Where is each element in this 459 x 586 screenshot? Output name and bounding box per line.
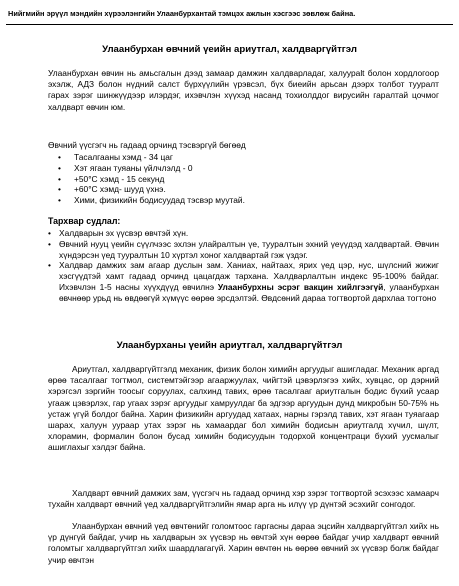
section-2-title: Улаанбурханы үеийн ариутгал, халдваргүйтгэл bbox=[116, 340, 343, 351]
transmission-item: • Өвчний нууц үеийн сүүлчээс эхлэн улайралтын үе, тууралтын эхний үеүүдэд халдвартай. Өвчин хүндэрсэн үед тууралтын 10 хүртэл хоног халдвартай гэж үздэг. bbox=[48, 238, 439, 260]
header-divider bbox=[6, 24, 453, 25]
bullet-icon: • bbox=[48, 228, 51, 238]
section-1-title: Улаанбурхан өвчний үеийн ариутгал, халдваргүйтгэл bbox=[102, 44, 357, 55]
bullet-icon: • bbox=[58, 152, 61, 162]
transmission-heading: Тархвар судлал: bbox=[48, 216, 121, 226]
resistance-item: • +60°C хэмд- шууд үхнэ. bbox=[58, 184, 166, 195]
bullet-icon: • bbox=[58, 195, 61, 206]
resistance-list bbox=[50, 152, 439, 206]
resistance-item: • +50°C хэмд - 15 секунд bbox=[58, 173, 165, 184]
bullet-icon: • bbox=[58, 173, 61, 184]
transmission-item: • Халдварын эх үүсвэр өвчтэй хүн. bbox=[48, 228, 189, 238]
resistance-item: • Хими, физикийн бодисуудад тэсвэр муутай. bbox=[58, 195, 245, 206]
resistance-item: • Хэт ягаан туяаны үйлчлэлд - 0 bbox=[58, 162, 193, 173]
methods-paragraph: Ариутгал, халдваргүйтгэлд механик, физик болон химийн аргуудыг ашигладаг. Механик аргад өрөө тасалгааг тогтмол, системтэйгээр агааржуулах, чийгтэй цэвэрлэгээ хийх, хувцас, ор дэрний хэрэгсэл зэргийн тоосыг соруулах, салхинд тавих, өрөө тасалгааг ариутгалын бодис бүхий усаар угааж цэвэрлэх, гар угаах зэрэг аргуудыг хамруулдаг ба эдгээр аргуудын дунд микробын 50-75% нь устаж үгүй болдог байна. Харин физикийн аргуудад хатаах, нарны гэрэлд тавих, хэт ягаан туяагаар шарах, халуун уураар утах зэрэг нь хамаардаг бол химийн бодисын ариутгалд хүчил, шүлт, хлорамин, формалин болон бусад химийн бодисуудын тодорхой концентраци бүхий уусмалыг ашиглахыг хэлдэг байна. bbox=[48, 364, 439, 453]
transmission-item: • Халдвар дамжих зам агаар дуслын зам. Ханиах, найтаах, ярих үед цэр, нус, шүлсний жижиг хэсгүүдтэй хамт гадаад орчинд цацагдаж тархана. Халдварлалтын индекс 95-100% байдаг. Ихэвчлэн 1-5 насны хүүхдүүд өвчилнэ Улаанбурхны эсрэг вакцин хийлгээгүй, улаанбурхан өвчнөөр урьд нь өвдөөгүй хүмүүс өөрөө эрсдэлтэй. Өвдсөний дараа тогтвортой дархлаа тогтоно bbox=[48, 260, 439, 303]
intro-paragraph: Улаанбурхан өвчин нь амьсгалын дээд замаар дамжин халдварладаг, халуурalt болон хордлогоор эхэлж, АДЗ болон нүдний салст бүрхүүлийн үрэвсэл, бүх биеийн арьсан дээрх толбот тууралт гарах зэрэг шинжүүдээр илэрдэг, ихэвчлэн хүүхэд насанд тохиолддог вирусийн гаралтай цочмог халдварт өвчин юм. bbox=[48, 68, 439, 112]
vaccine-emphasis: Улаанбурхны эсрэг вакцин хийлгээгүй bbox=[217, 281, 384, 292]
resistance-lead: Өвчний үүсгэгч нь гадаад орчинд тэсвэргүй бөгөөд bbox=[48, 140, 246, 150]
bullet-icon: • bbox=[58, 162, 61, 173]
bullet-icon: • bbox=[48, 260, 51, 271]
transmission-list bbox=[48, 228, 439, 304]
resistance-item: • Тасалгааны хэмд - 34 цаг bbox=[58, 152, 173, 162]
header-banner: Нийгмийн эрүүл мэндийн хүрээлэнгийн Улаанбурхантай тэмцэх ажлын хэсгээс зөвлөж байна. bbox=[8, 9, 356, 18]
final-disinfection-paragraph: Улаанбурхан өвчний үед өвчтөнийг голомтоос гаргасны дараа эцсийн халдваргүйтгэл хийх нь үр дүнгүй байдаг, учир нь халдварын эх үүсвэр нь өвчтэй хүн өөрөө байдаг учир халдварт өвчний голомтыг халдваргүйтгэл хийх шаардлагагүй. Харин өвчтөн нь өөрөө өвчний эх үүсвэр болж байдаг учир өвчтэн bbox=[48, 521, 439, 565]
bullet-icon: • bbox=[48, 238, 51, 249]
bullet-icon: • bbox=[58, 184, 61, 195]
selection-paragraph: Халдварт өвчний дамжих зам, үүсгэгч нь гадаад орчинд хэр зэрэг тогтвортой эсэхээс хамаарч тухайн халдварт өвчний үед халдваргүйтгэлийн ямар арга нь илүү үр дүнтэй эсэхийг сонгодог. bbox=[48, 488, 439, 510]
